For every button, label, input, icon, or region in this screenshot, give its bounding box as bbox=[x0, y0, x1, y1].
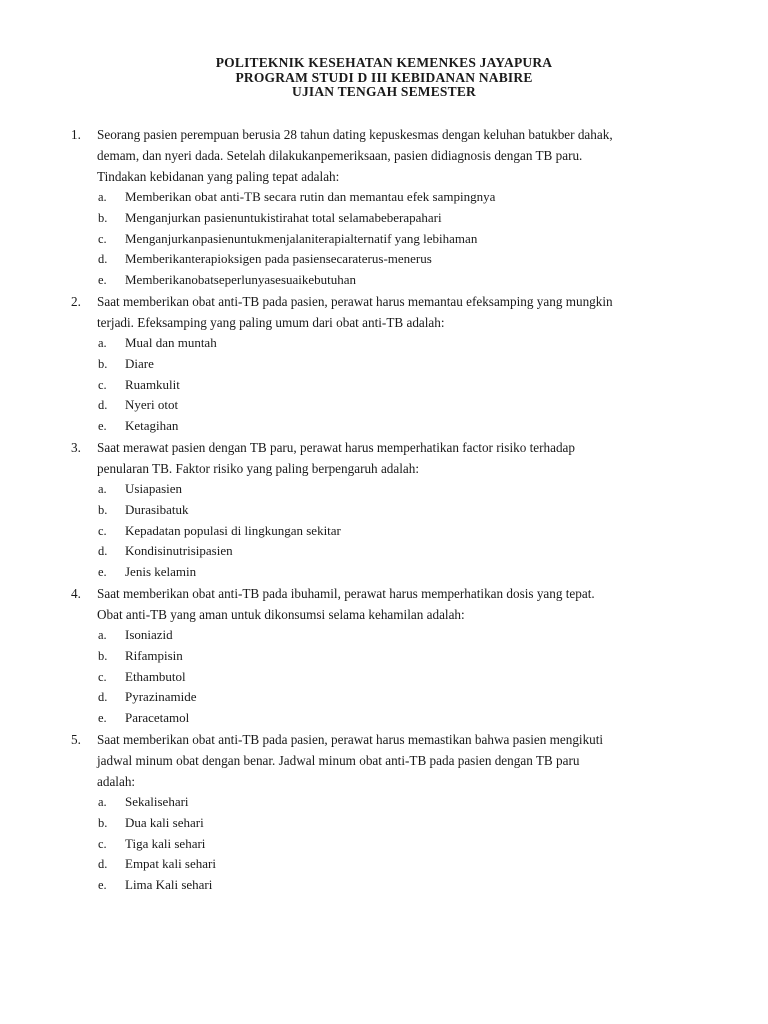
option-letter: b. bbox=[98, 502, 108, 517]
question-line bbox=[0, 583, 768, 604]
option-text: Tiga kali sehari bbox=[125, 835, 206, 851]
option-letter: b. bbox=[98, 356, 108, 371]
option-text: Nyeri otot bbox=[125, 397, 179, 413]
option-letter: c. bbox=[98, 377, 107, 392]
option-letter: e. bbox=[98, 711, 107, 726]
option-item bbox=[0, 208, 768, 229]
option-letter: c. bbox=[98, 523, 107, 538]
option-text: Empat kali sehari bbox=[125, 856, 216, 872]
option-text: Usiapasien bbox=[125, 480, 183, 496]
option-text: Kepadatan populasi di lingkungan sekitar bbox=[125, 522, 341, 538]
option-text: Memberikanterapioksigen pada pasiensecaraterus-menerus bbox=[125, 251, 432, 267]
question-text: adalah: bbox=[97, 773, 136, 789]
program-name: PROGRAM STUDI D III KEBIDANAN NABIRE bbox=[235, 69, 533, 85]
question-line bbox=[0, 166, 768, 187]
option-letter: b. bbox=[98, 210, 108, 225]
option-letter: a. bbox=[98, 794, 107, 809]
question-line bbox=[0, 750, 768, 771]
option-item bbox=[0, 813, 768, 834]
question-text: demam, dan nyeri dada. Setelah dilakukanpemeriksaan, pasien didiagnosis dengan TB paru. bbox=[97, 148, 583, 163]
option-item bbox=[0, 354, 768, 375]
question-line bbox=[0, 458, 768, 479]
option-item bbox=[0, 541, 768, 562]
option-text: Lima Kali sehari bbox=[125, 877, 213, 893]
option-item bbox=[0, 416, 768, 437]
question-line bbox=[0, 437, 768, 458]
option-text: Menganjurkanpasienuntukmenjalaniterapialternatif yang lebihaman bbox=[125, 230, 478, 246]
option-text: Kondisinutrisipasien bbox=[125, 543, 233, 559]
option-letter: a. bbox=[98, 190, 107, 204]
option-text: Rifampisin bbox=[125, 647, 183, 663]
option-item bbox=[0, 667, 768, 688]
question-line bbox=[0, 771, 768, 792]
option-text: Durasibatuk bbox=[125, 501, 189, 517]
option-item bbox=[0, 187, 768, 208]
question-number: 2. bbox=[71, 293, 81, 309]
option-item bbox=[0, 708, 768, 729]
document-header bbox=[0, 56, 768, 100]
option-letter: d. bbox=[98, 857, 108, 872]
question-number: 5. bbox=[71, 731, 81, 747]
option-text: Ethambutol bbox=[125, 668, 186, 684]
option-text: Memberikanobatseperlunyasesuaikebutuhan bbox=[125, 272, 357, 288]
question-text: Seorang pasien perempuan berusia 28 tahun dating kepuskesmas dengan keluhan batukber dahak, bbox=[97, 127, 613, 142]
option-item bbox=[0, 792, 768, 813]
option-item bbox=[0, 834, 768, 855]
question-text: Saat merawat pasien dengan TB paru, perawat harus memperhatikan factor risiko terhadap bbox=[97, 439, 575, 455]
question-line bbox=[0, 729, 768, 750]
option-item bbox=[0, 333, 768, 354]
option-text: Jenis kelamin bbox=[125, 564, 197, 580]
question-text: jadwal minum obat dengan benar. Jadwal minum obat anti-TB pada pasien dengan TB paru bbox=[97, 752, 580, 768]
option-letter: d. bbox=[98, 690, 108, 705]
option-text: Menganjurkan pasienuntukistirahat total selamabeberapahari bbox=[125, 209, 442, 225]
question-text: Saat memberikan obat anti-TB pada pasien, perawat harus memastikan bahwa pasien mengikuti bbox=[97, 731, 604, 747]
option-letter: a. bbox=[98, 335, 107, 350]
option-letter: a. bbox=[98, 627, 107, 642]
institution-name: POLITEKNIK KESEHATAN KEMENKES JAYAPURA bbox=[215, 55, 553, 70]
question-5 bbox=[0, 729, 768, 896]
option-letter: a. bbox=[98, 481, 107, 496]
question-list bbox=[0, 124, 768, 896]
option-item bbox=[0, 687, 768, 708]
option-item bbox=[0, 875, 768, 896]
option-item bbox=[0, 854, 768, 875]
option-text: Mual dan muntah bbox=[125, 334, 217, 350]
option-item bbox=[0, 500, 768, 521]
option-item bbox=[0, 395, 768, 416]
question-text: Tindakan kebidanan yang paling tepat adalah: bbox=[97, 169, 340, 184]
option-letter: c. bbox=[98, 231, 107, 246]
question-number: 4. bbox=[71, 585, 81, 601]
option-text: Dua kali sehari bbox=[125, 814, 204, 830]
option-letter: e. bbox=[98, 273, 107, 288]
question-line bbox=[0, 604, 768, 625]
option-text: Paracetamol bbox=[125, 710, 190, 726]
option-letter: d. bbox=[98, 252, 108, 267]
question-3 bbox=[0, 437, 768, 583]
question-text: Saat memberikan obat anti-TB pada ibuhamil, perawat harus memperhatikan dosis yang tepat. bbox=[97, 585, 595, 601]
question-line bbox=[0, 145, 768, 166]
option-letter: b. bbox=[98, 815, 108, 830]
option-item bbox=[0, 229, 768, 250]
question-text: Saat memberikan obat anti-TB pada pasien, perawat harus memantau efeksamping yang mungkin bbox=[97, 293, 613, 309]
option-letter: d. bbox=[98, 544, 108, 559]
question-line bbox=[0, 124, 768, 145]
question-line bbox=[0, 312, 768, 333]
option-letter: e. bbox=[98, 878, 107, 893]
option-letter: e. bbox=[98, 565, 107, 580]
question-number: 3. bbox=[71, 439, 81, 455]
question-1 bbox=[0, 124, 768, 291]
question-line bbox=[0, 291, 768, 312]
option-letter: e. bbox=[98, 419, 107, 434]
option-letter: c. bbox=[98, 836, 107, 851]
option-letter: c. bbox=[98, 669, 107, 684]
option-letter: b. bbox=[98, 648, 108, 663]
option-item bbox=[0, 249, 768, 270]
option-text: Ketagihan bbox=[125, 418, 179, 434]
option-text: Sekalisehari bbox=[125, 793, 189, 809]
question-text: penularan TB. Faktor risiko yang paling berpengaruh adalah: bbox=[97, 460, 420, 476]
option-text: Memberikan obat anti-TB secara rutin dan memantau efek sampingnya bbox=[125, 189, 496, 204]
question-number: 1. bbox=[71, 127, 81, 142]
option-letter: d. bbox=[98, 398, 108, 413]
question-text: Obat anti-TB yang aman untuk dikonsumsi selama kehamilan adalah: bbox=[97, 606, 465, 622]
question-4 bbox=[0, 583, 768, 729]
question-2 bbox=[0, 291, 768, 437]
option-text: Ruamkulit bbox=[125, 376, 180, 392]
option-item bbox=[0, 625, 768, 646]
option-text: Pyrazinamide bbox=[125, 689, 197, 705]
option-item bbox=[0, 646, 768, 667]
option-item bbox=[0, 521, 768, 542]
option-item bbox=[0, 270, 768, 291]
question-text: terjadi. Efeksamping yang paling umum dari obat anti-TB adalah: bbox=[97, 314, 445, 330]
option-text: Diare bbox=[125, 355, 154, 371]
option-item bbox=[0, 375, 768, 396]
option-item bbox=[0, 562, 768, 583]
option-item bbox=[0, 479, 768, 500]
option-text: Isoniazid bbox=[125, 626, 173, 642]
exam-title: UJIAN TENGAH SEMESTER bbox=[292, 84, 476, 99]
